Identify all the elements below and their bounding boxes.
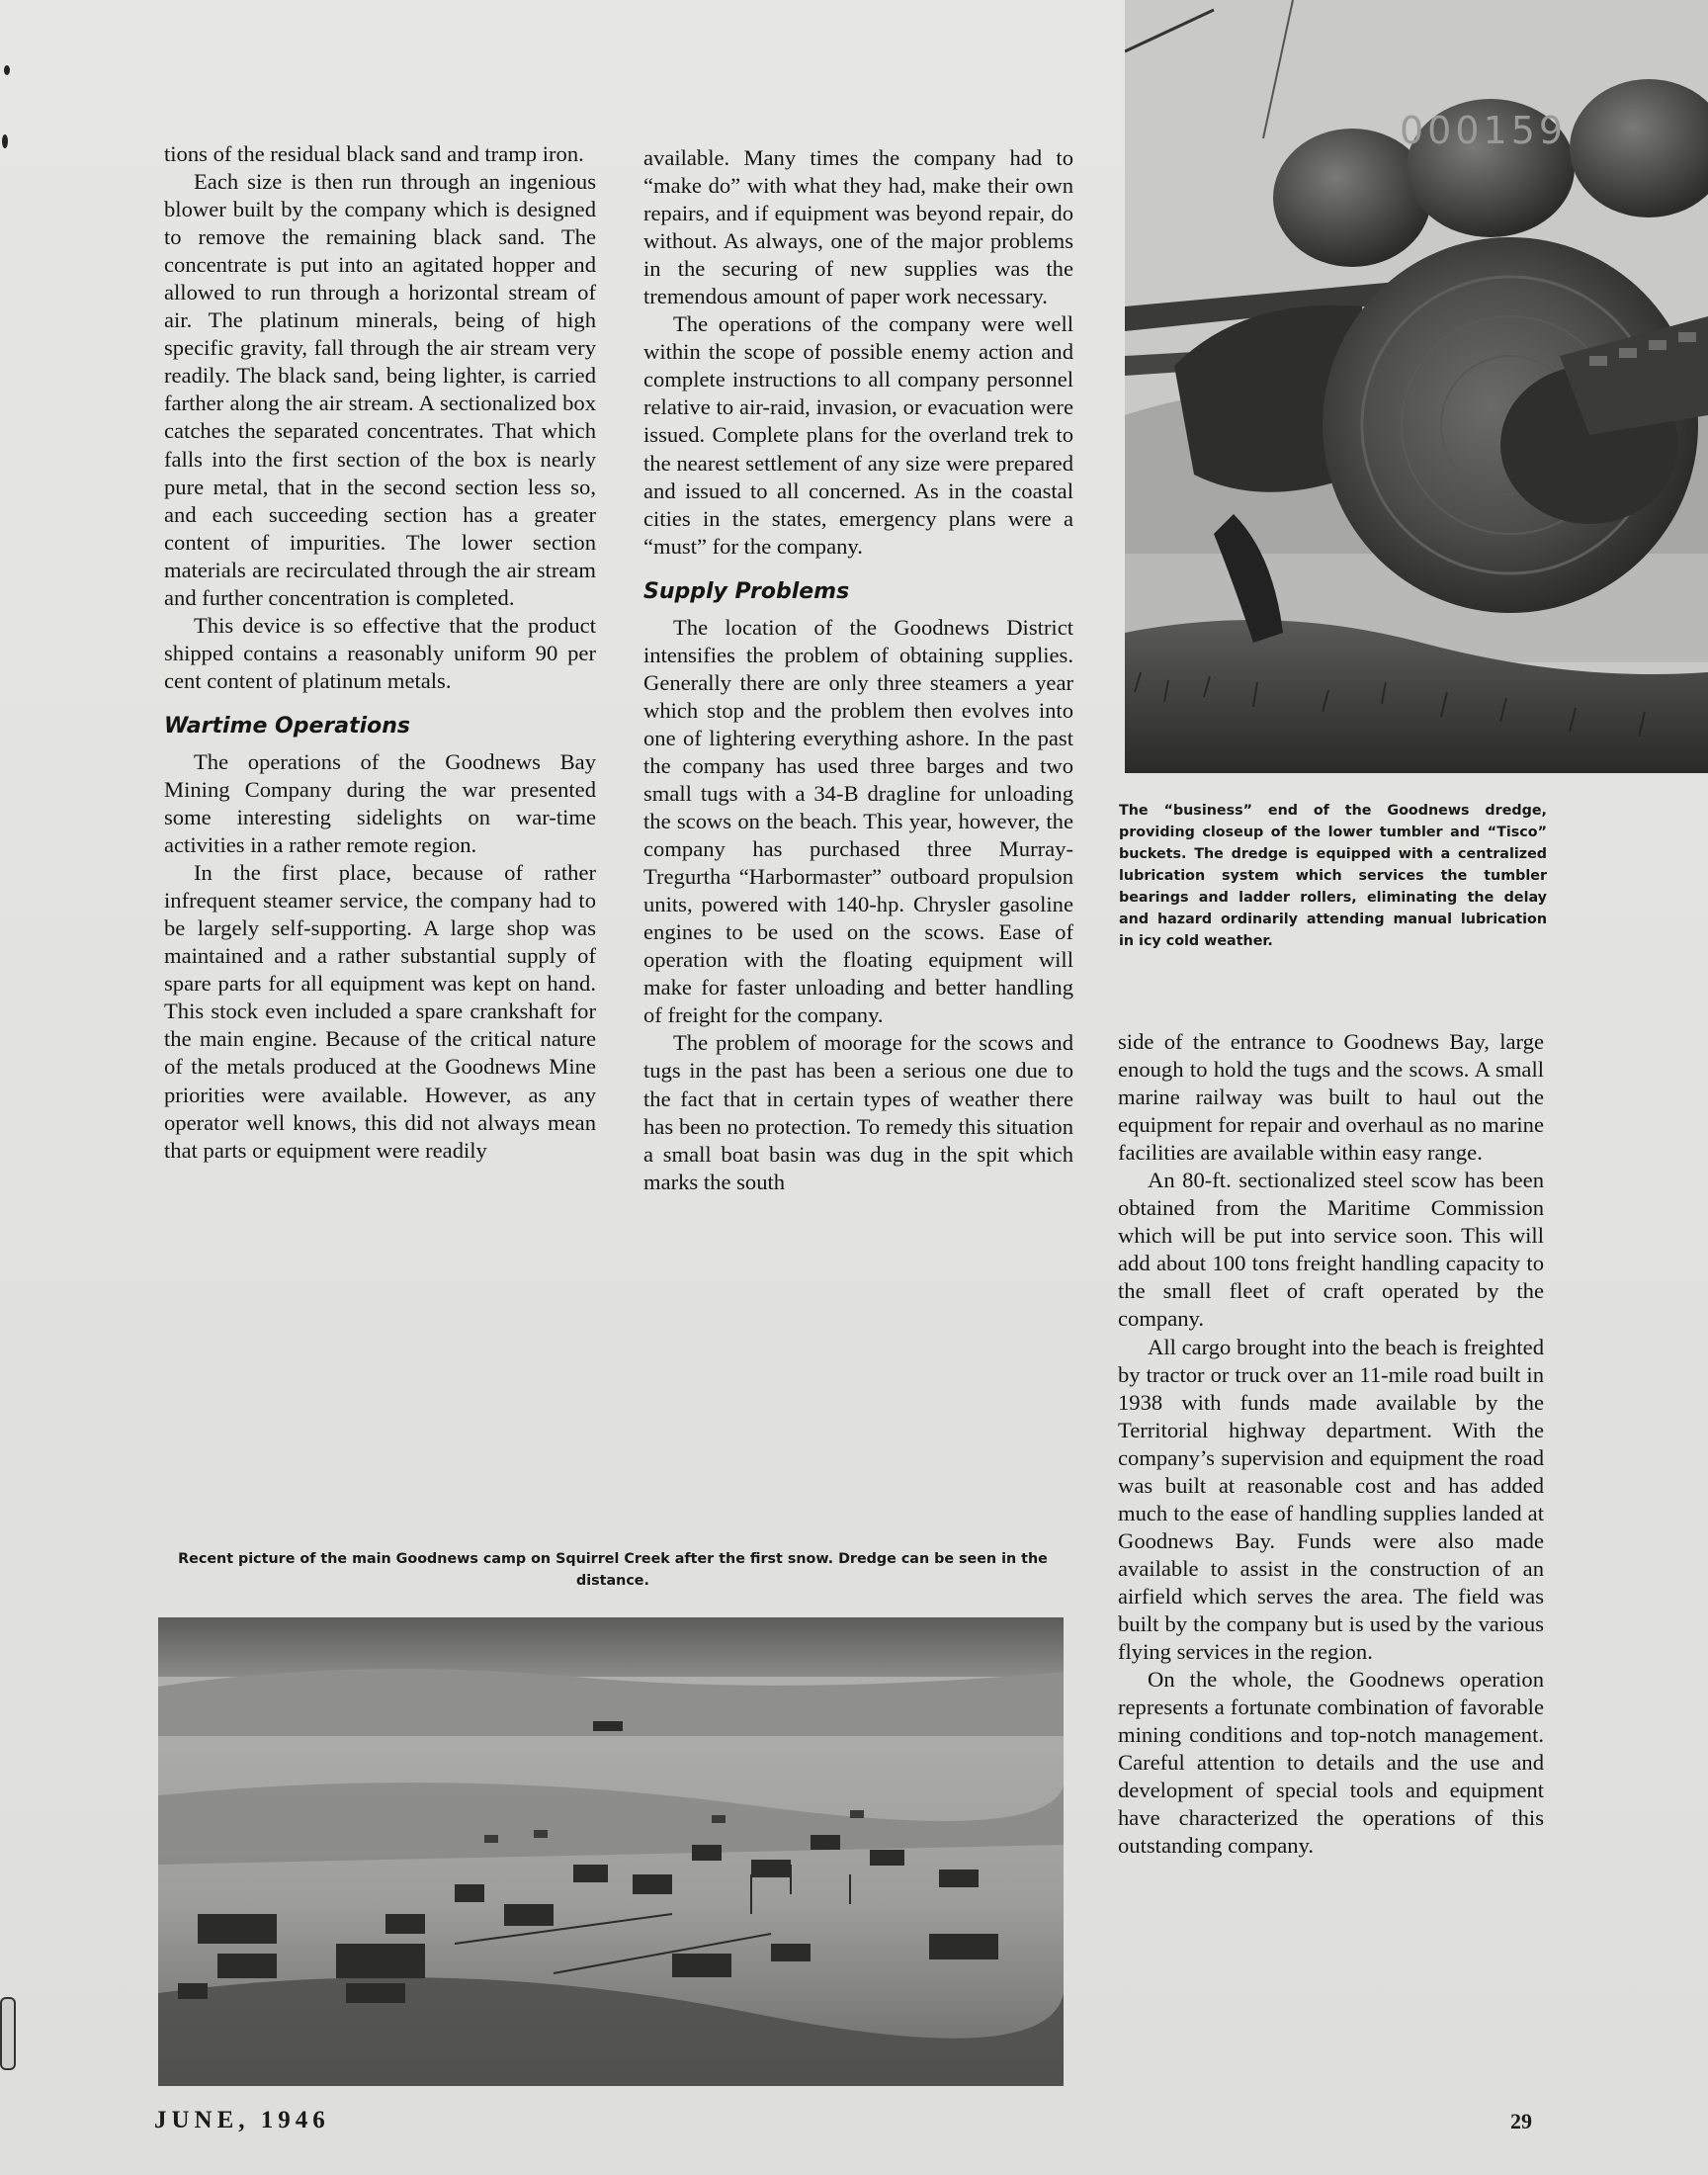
paragraph: On the whole, the Goodnews operation represents a fortunate combination of favorable mining conditions and top-notch management. Careful attention to details and the use and development of special tools and equipment have characterized the operations of this outstanding company. bbox=[1118, 1667, 1544, 1859]
dredge-photo-caption: The “business” end of the Goodnews dredge, providing closeup of the lower tumbler and “Tisco” buckets. The dredge is equipped with a centralized lubrication system which services the tumbler bearings and ladder rollers, eliminating the delay and hazard ordinarily attending manual lubrication in icy cold weather. bbox=[1119, 803, 1547, 949]
article-column-3 bbox=[1118, 1028, 1544, 1860]
issue-date: JUNE, 1946 bbox=[154, 2107, 330, 2133]
paragraph: The problem of moorage for the scows and tugs in the past has been a serious one due to the fact that in certain types of weather there has been no protection. To remedy this situation a small boat basin was dug in the spit which marks the south bbox=[643, 1030, 1073, 1194]
margin-speck bbox=[2, 134, 8, 148]
page-number: 29 bbox=[1510, 2109, 1532, 2133]
section-heading-wartime-operations: Wartime Operations bbox=[164, 713, 411, 739]
paragraph: The location of the Goodnews District intensifies the problem of obtaining supplies. Generally there are only three steamers a year which stop and the problem then evolves into one of lightering everything ashore. In the past the company has used three barges and two small tugs with a 34-B dragline for unloading the scows on the beach. This year, however, the company has purchased three Murray-Tregurtha “Harbormaster” outboard propulsion units, powered with 140-hp. Chrysler gasoline engines to be used on the scows. Ease of operation with the floating equipment will make for faster unloading and better handling of freight for the company. bbox=[643, 614, 1073, 1028]
bucket-number: 000159 bbox=[1400, 109, 1568, 152]
paragraph: The operations of the Goodnews Bay Mining Company during the war presented some interesting sidelights on war-time activities in a rather remote region. bbox=[164, 748, 596, 858]
paragraph: This device is so effective that the product shipped contains a reasonably uniform 90 per cent content of platinum metals. bbox=[164, 612, 596, 693]
camp-photo-caption: Recent picture of the main Goodnews camp on Squirrel Creek after the first snow. Dredge can be seen in the distance. bbox=[178, 1551, 1048, 1589]
paragraph: available. Many times the company had to “make do” with what they had, make their own repairs, and if equipment was beyond repair, do without. As always, one of the major problems in the securing of new supplies was the tremendous amount of paper work necessary. bbox=[643, 145, 1073, 309]
dredge-photo bbox=[1125, 0, 1708, 773]
article-column-1 bbox=[164, 140, 596, 1165]
paragraph: side of the entrance to Goodnews Bay, large enough to hold the tugs and the scows. A small marine railway was built to haul out the equipment for repair and overhaul as no marine facilities are available within easy range. bbox=[1118, 1029, 1544, 1166]
camp-photo bbox=[158, 1617, 1064, 2086]
paragraph: All cargo brought into the beach is freighted by tractor or truck over an 11-mile road built in 1938 with funds made available by the Territorial highway department. With the company’s supervision and equipment the road was built at reasonable cost and has added much to the ease of handling supplies landed at Goodnews Bay. Funds were also made available to assist in the construction of an airfield which serves the area. The field was built by the company but is used by the various flying services in the region. bbox=[1118, 1334, 1544, 1665]
paragraph: An 80-ft. sectionalized steel scow has been obtained from the Maritime Commission which will be put into service soon. This will add about 100 tons freight handling capacity to the small fleet of craft operated by the company. bbox=[1118, 1168, 1544, 1332]
margin-speck bbox=[0, 1997, 16, 2070]
section-heading-supply-problems: Supply Problems bbox=[643, 578, 850, 604]
paragraph: The operations of the company were well within the scope of possible enemy action and complete instructions to all company personnel relative to air-raid, invasion, or evacuation were issued. Complete plans for the overland trek to the nearest settlement of any size were prepared and issued to all concerned. As in the coastal cities in the states, emergency plans were a “must” for the company. bbox=[643, 311, 1073, 559]
article-column-2 bbox=[643, 144, 1073, 1196]
margin-speck bbox=[4, 65, 10, 75]
paragraph: tions of the residual black sand and tramp iron. bbox=[164, 141, 584, 166]
paragraph: In the first place, because of rather infrequent steamer service, the company had to be largely self-supporting. A large shop was maintained and a rather substantial supply of spare parts for all equipment was kept on hand. This stock even included a spare crankshaft for the main engine. Because of the critical nature of the metals produced at the Goodnews Mine priorities were available. However, as any operator well knows, this did not always mean that parts or equipment were readily bbox=[164, 860, 596, 1163]
paragraph: Each size is then run through an ingenious blower built by the company which is designed to remove the remaining black sand. The concentrate is put into an agitated hopper and allowed to run through a horizontal stream of air. The platinum minerals, being of high specific gravity, fall through the air stream very readily. The black sand, being lighter, is carried farther along the air stream. A sectionalized box catches the separated concentrates. That which falls into the first section of the box is nearly pure metal, that in the second section less so, and each succeeding section has a greater content of impurities. The lower section materials are recirculated through the air stream and further concentration is completed. bbox=[164, 169, 596, 610]
